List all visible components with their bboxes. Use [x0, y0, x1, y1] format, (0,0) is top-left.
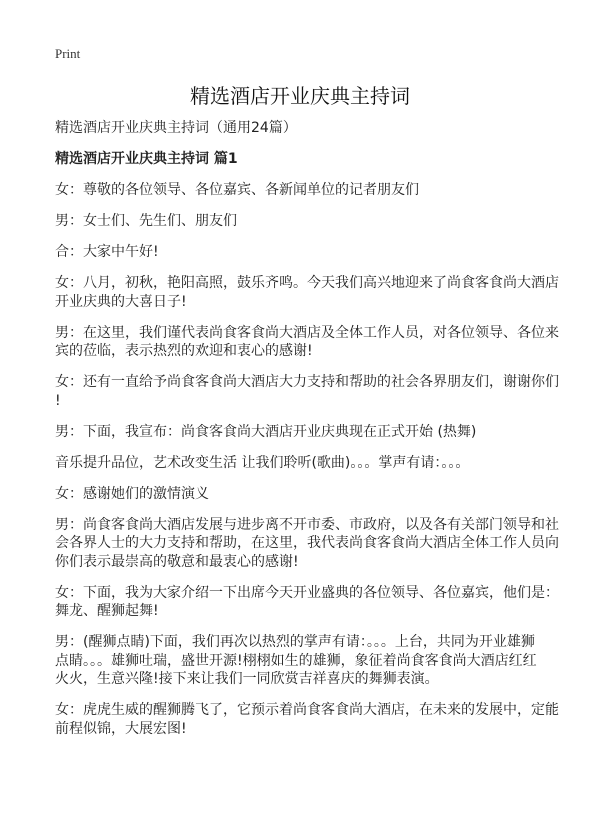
paragraph-line: 女：下面，我为大家介绍一下出席今天开业盛典的各位领导、各位嘉宾，他们是：	[55, 584, 559, 601]
paragraph-line: 开业庆典的大喜日子!	[55, 293, 187, 310]
paragraph-line: 男：在这里，我们谨代表尚食客食尚大酒店及全体工作人员，对各位领导、各位来	[55, 324, 559, 341]
paragraph	[55, 181, 575, 200]
paragraph-line: 女：虎虎生威的醒狮腾飞了，它预示着尚食客食尚大酒店，在未来的发展中，定能	[55, 702, 559, 718]
paragraph	[55, 324, 575, 361]
paragraph-line: 音乐提升品位，艺术改变生活 让我们聆听(歌曲)。。。掌声有请：。。。	[55, 454, 470, 471]
paragraph-line: 女：八月，初秋，艳阳高照，鼓乐齐鸣。今天我们高兴地迎来了尚食客食尚大酒店	[55, 275, 559, 291]
document-body	[55, 119, 575, 751]
paragraph	[55, 423, 575, 442]
paragraph	[55, 701, 575, 738]
paragraph-line: 前程似锦，大展宏图!	[55, 720, 187, 737]
paragraph-line: 女：还有一直给予尚食客食尚大酒店大力支持和帮助的社会各界朋友们，谢谢你们	[55, 374, 559, 390]
paragraph	[55, 584, 575, 621]
paragraph-line: 女：感谢她们的激情演义	[55, 485, 209, 502]
paragraph-line: 宾的莅临，表示热烈的欢迎和衷心的感谢!	[55, 343, 313, 359]
paragraph-line: !	[55, 392, 61, 409]
paragraph-line: 男：下面，我宣布：尚食客食尚大酒店开业庆典现在正式开始 (热舞)	[55, 423, 477, 440]
page-title: 精选酒店开业庆典主持词	[190, 84, 410, 108]
paragraph-line: 男：女士们、先生们、朋友们	[55, 213, 237, 229]
paragraph-line: 点睛。。。雄狮吐瑞，盛世开源!栩栩如生的雄狮，象征着尚食客食尚大酒店红红	[55, 652, 537, 669]
paragraph	[55, 373, 575, 410]
paragraph-list	[55, 181, 575, 738]
paragraph	[55, 454, 575, 473]
paragraph	[55, 212, 575, 231]
paragraph	[55, 243, 575, 262]
paragraph-line: 女：尊敬的各位领导、各位嘉宾、各新闻单位的记者朋友们	[55, 182, 419, 198]
paragraph-line: 舞龙、醒狮起舞!	[55, 603, 159, 619]
paragraph	[55, 516, 575, 572]
paragraph-line: 会各界人士的大力支持和帮助，在这里，我代表尚食客食尚大酒店全体工作人员向	[55, 535, 559, 551]
section-heading: 精选酒店开业庆典主持词 篇1	[55, 151, 238, 167]
paragraph-line: 男：尚食客食尚大酒店发展与进步离不开市委、市政府，以及各有关部门领导和社	[55, 516, 559, 533]
paragraph	[55, 274, 575, 311]
paragraph	[55, 633, 575, 689]
paragraph-line: 合：大家中午好!	[55, 244, 159, 260]
subtitle: 精选酒店开业庆典主持词（通用24篇）	[55, 120, 297, 136]
paragraph-line: 你们表示最崇高的敬意和最衷心的感谢!	[55, 553, 299, 570]
print-link[interactable]: Print	[55, 46, 81, 61]
paragraph	[55, 485, 575, 504]
paragraph-line: 火火，生意兴隆!接下来让我们一同欣赏吉祥喜庆的舞狮表演。	[55, 671, 439, 687]
paragraph-line: 男：(醒狮点睛)下面，我们再次以热烈的掌声有请：。。。上台，共同为开业雄狮	[55, 634, 535, 650]
